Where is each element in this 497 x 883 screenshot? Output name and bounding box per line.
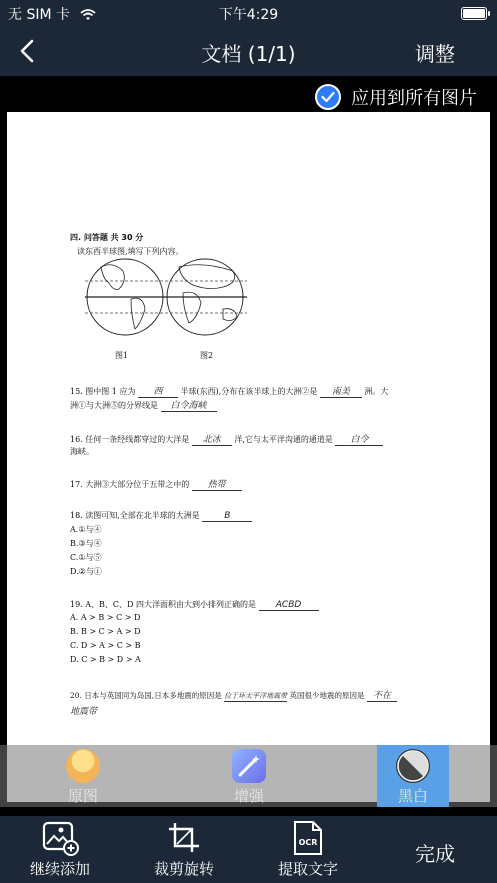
- q19-option-b: B. B > C > A > D: [70, 627, 141, 636]
- filter-black-white[interactable]: [377, 745, 449, 807]
- enhance-icon: [232, 749, 266, 783]
- nav-bar: [0, 26, 497, 76]
- section-heading: 四. 问答题 共 30 分: [70, 233, 144, 242]
- q15-line2: 洲①与大洲⑤的分界线是: [70, 401, 158, 410]
- add-more-label: 继续添加: [30, 860, 91, 878]
- q16-text: 16. 任何一条经线都穿过的大洋是: [70, 435, 190, 444]
- extract-text-label: 提取文字: [278, 860, 339, 878]
- question-20: [70, 688, 397, 702]
- q17-answer: 热带: [192, 477, 242, 491]
- q15-text: 15. 图中图 1 应为: [70, 387, 136, 396]
- question-16: [70, 432, 383, 446]
- battery-icon: [461, 7, 487, 20]
- q17-text: 17. 大洲③大部分位于五带之中的: [70, 480, 190, 489]
- hemisphere-map: [83, 257, 259, 347]
- q18-answer: B: [202, 511, 252, 522]
- q18-option-c: C.①与⑤: [70, 553, 102, 562]
- question-15: [70, 384, 388, 398]
- q18-text: 18. 读图可知,全部在北半球的大洲是: [70, 511, 200, 520]
- q18-option-b: B.③与④: [70, 539, 102, 548]
- apply-all-label: 应用到所有图片: [351, 88, 477, 109]
- q16-middle: 洋,它与太平洋沟通的通道是: [234, 435, 333, 444]
- q19-option-a: A. A > B > C > D: [70, 613, 141, 622]
- question-18: [70, 510, 252, 522]
- q19-answer: ACBD: [259, 600, 319, 611]
- svg-text:OCR: OCR: [298, 838, 318, 847]
- preview-area: [0, 76, 497, 816]
- q20-middle: 英国很少地震的原因是: [289, 691, 365, 700]
- q15-answer-2: 南美: [320, 384, 362, 398]
- add-image-icon: [41, 820, 79, 856]
- question-intro: 读东西半球图,填写下列内容。: [77, 247, 184, 256]
- checkmark-icon: [315, 84, 341, 110]
- document-page: [7, 112, 490, 802]
- crop-rotate-button[interactable]: [154, 820, 214, 879]
- filter-enhance[interactable]: [213, 745, 285, 807]
- q18-option-d: D.②与①: [70, 567, 102, 576]
- q19-option-c: C. D > A > C > B: [70, 641, 141, 650]
- q15-middle: 半球(东西),分布在该半球上的大洲②是: [180, 387, 318, 396]
- filter-original-label: 原图: [67, 787, 98, 805]
- q20-line2: 地震带: [70, 707, 98, 717]
- status-time: 下午4:29: [218, 7, 279, 23]
- question-17: [70, 477, 242, 491]
- q20-answer-2: 不在: [367, 688, 397, 702]
- q15-answer-3: 白令海峡: [161, 398, 217, 412]
- q18-option-a: A.①与④: [70, 525, 102, 534]
- q16-line2: 海峡。: [70, 447, 94, 456]
- q20-text: 20. 日本与英国同为岛国,日本多地震的原因是: [70, 691, 222, 700]
- bottom-toolbar: [0, 816, 497, 883]
- q19-text: 19. A、B、C、D 四大洋面积由大到小排列正确的是: [70, 600, 256, 609]
- figure-1-caption: 图1: [115, 351, 129, 360]
- q20-answer-1: 位于环太平洋地震带: [224, 692, 288, 700]
- status-bar: [0, 0, 497, 26]
- crop-icon: [165, 820, 203, 856]
- q16-answer-2: 白令: [335, 432, 383, 446]
- filter-black-white-label: 黑白: [397, 787, 428, 805]
- original-icon: [66, 749, 100, 783]
- page-title: 文档 (1/1): [201, 42, 296, 66]
- apply-all-toggle[interactable]: [315, 84, 477, 110]
- q19-option-d: D. C > B > D > A: [70, 655, 141, 664]
- adjust-button[interactable]: 调整: [415, 42, 455, 66]
- q15-end: 洲。大: [364, 387, 389, 396]
- question-19: [70, 599, 319, 611]
- ocr-icon: [289, 820, 327, 856]
- filter-original[interactable]: [47, 745, 119, 807]
- done-button[interactable]: 完成: [415, 842, 455, 866]
- filter-strip: [0, 745, 497, 807]
- figure-2-caption: 图2: [200, 351, 214, 360]
- carrier-label: 无 SIM 卡: [8, 7, 70, 23]
- question-15-line2: [70, 398, 217, 412]
- crop-rotate-label: 裁剪旋转: [154, 860, 215, 878]
- add-more-button[interactable]: [30, 820, 90, 879]
- filter-enhance-label: 增强: [233, 787, 264, 805]
- q16-answer-1: 北冰: [192, 432, 232, 446]
- extract-text-button[interactable]: [278, 820, 338, 879]
- black-white-icon: [396, 749, 430, 783]
- q15-answer-1: 西: [138, 384, 178, 398]
